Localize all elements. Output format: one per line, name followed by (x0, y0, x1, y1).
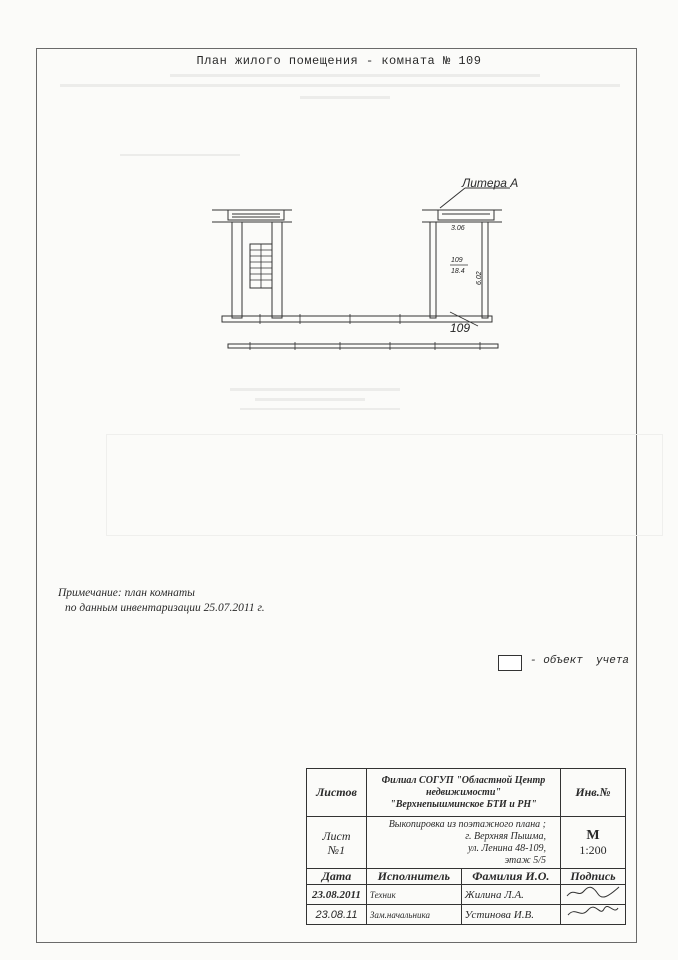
literal-leader (440, 188, 465, 208)
sheet-label: Лист (322, 828, 351, 843)
room-wall-left (430, 222, 436, 318)
legend-text: - объект учета (530, 655, 630, 667)
description-line-4: этаж 5/5 (504, 854, 546, 866)
row-role: Зам.начальника (366, 905, 461, 925)
organization (366, 769, 560, 817)
wall-dimension-label: 3.06 (451, 225, 465, 232)
sheets-label: Листов (307, 769, 367, 817)
lower-wall-line (228, 344, 498, 348)
row-date: 23.08.11 (307, 905, 367, 925)
note-line-2: по данным инвентаризации 25.07.2011 г. (65, 602, 265, 614)
bleed-through-line (255, 398, 365, 401)
signature-cell (560, 905, 625, 925)
stair-wall-right (272, 222, 282, 318)
scale-cell (560, 817, 625, 869)
signature-icon (564, 905, 622, 919)
room-area-label: 18.4 (451, 268, 465, 275)
scale-letter: М (586, 827, 600, 843)
axis-room-number: 109 (450, 321, 471, 335)
stair-landing (228, 210, 284, 220)
sheet-number: №1 (327, 842, 346, 857)
row-role: Техник (366, 885, 461, 905)
bleed-through-line (230, 388, 400, 391)
organization-line-1: Филиал СОГУП "Областной Центр (381, 774, 546, 786)
page-title: План жилого помещения - комната № 109 (196, 54, 482, 68)
col-name: Фамилия И.О. (461, 869, 560, 885)
col-executor: Исполнитель (366, 869, 461, 885)
description-line-2: г. Верхняя Пышма, (465, 830, 546, 842)
literal-label: Литера А (462, 176, 519, 190)
signature-cell (560, 885, 625, 905)
table-row (307, 905, 626, 925)
scale-value: 1:200 (579, 842, 607, 857)
bleed-through-line (170, 74, 540, 77)
description-line-3: ул. Ленина 48-109, (467, 842, 546, 854)
room-length-label: 6.02 (476, 271, 483, 285)
title-block (306, 768, 626, 925)
signature-icon (564, 885, 622, 899)
stair-wall-left (232, 222, 242, 318)
col-date: Дата (307, 869, 367, 885)
organization-line-2: недвижимости" (425, 786, 501, 798)
description (366, 817, 560, 869)
inventory-label: Инв.№ (560, 769, 625, 817)
row-date: 23.08.2011 (307, 885, 367, 905)
table-row (307, 885, 626, 905)
row-name: Устинова И.В. (461, 905, 560, 925)
organization-line-3: "Верхнепышминское БТИ и РН" (390, 798, 537, 810)
legend-swatch (498, 655, 522, 671)
col-signature: Подпись (560, 869, 625, 885)
room-number-label: 109 (451, 257, 463, 264)
floor-plan (200, 170, 510, 360)
bleed-through-line (60, 84, 620, 87)
room-wall-right (482, 222, 488, 318)
row-name: Жилина Л.А. (461, 885, 560, 905)
bleed-through-line (300, 96, 390, 99)
bleed-through-table (106, 434, 663, 536)
description-line-1: Выкопировка из поэтажного плана ; (388, 818, 546, 830)
note-line-1: Примечание: план комнаты (58, 587, 195, 599)
room-header (438, 210, 494, 220)
sheet-cell (307, 817, 367, 869)
bleed-through-line (120, 154, 240, 156)
note (58, 586, 265, 616)
bleed-through-line (240, 408, 400, 410)
